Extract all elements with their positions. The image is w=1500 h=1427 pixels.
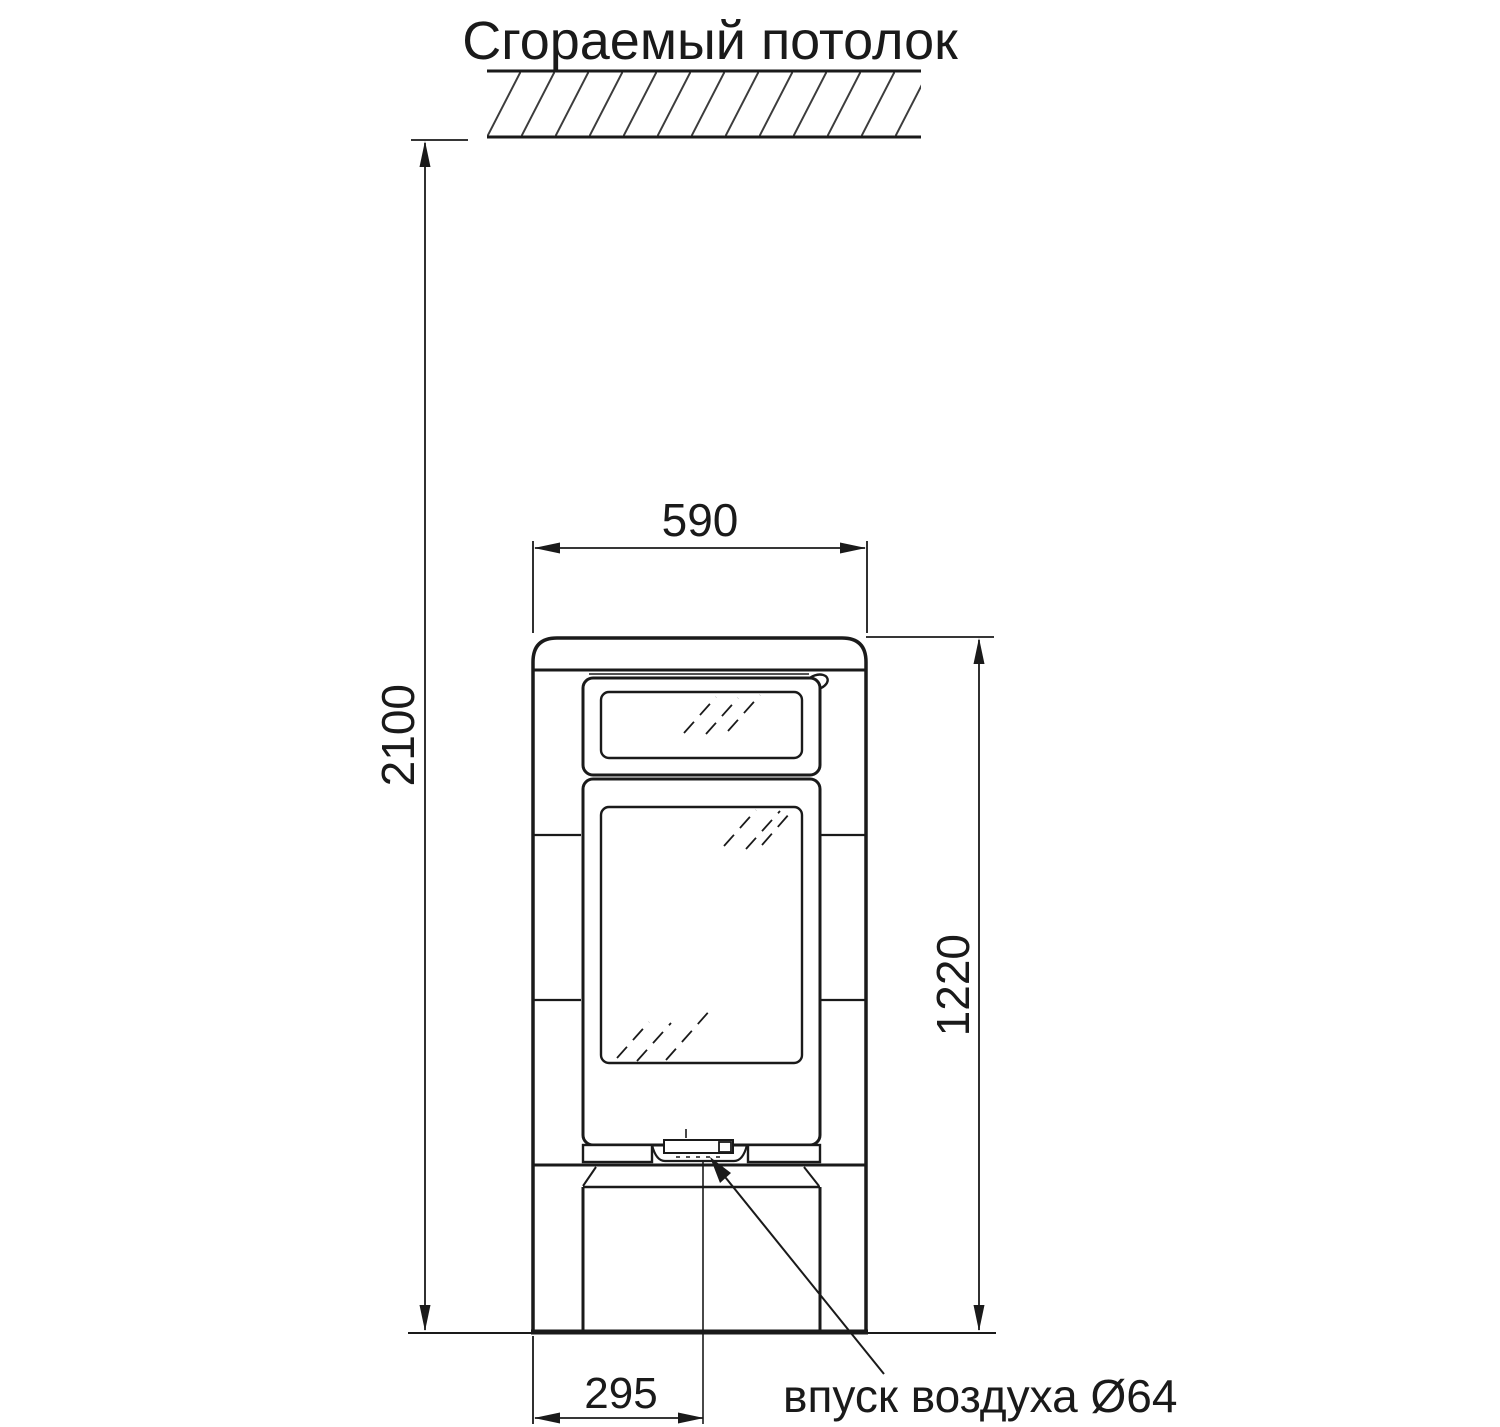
air-inlet-leader [710,1157,884,1374]
base-chamfer-left [583,1167,596,1186]
dim-590-arrow-left-icon [534,543,560,554]
dim-label-body-height: 1220 [926,933,979,1037]
dim-top-width [533,541,867,633]
air-inlet-label: впуск воздуха Ø64 [783,1370,1178,1422]
dim-1220-arrow-up-icon [974,638,985,664]
ceiling-title: Сгораемый потолок [462,11,958,71]
floor-line [408,1332,996,1333]
dim-2100-arrow-up-icon [420,141,431,167]
air-inlet-ledge-left [583,1145,652,1162]
leader-line [713,1162,884,1374]
dim-590-arrow-right-icon [840,543,866,554]
ceiling-hatch-band [487,71,921,137]
dim-1220-arrow-down-icon [974,1305,985,1331]
dim-label-total-height: 2100 [371,683,424,787]
upper-door [583,678,820,775]
air-inlet-ledge-right [748,1145,820,1162]
ceiling-hatch-fill [487,72,921,136]
dim-label-top-width: 590 [661,494,739,546]
base-chamfer-right [804,1167,819,1186]
dim-label-inlet-offset: 295 [584,1369,658,1418]
dim-2100-arrow-down-icon [420,1305,431,1331]
lower-door [583,779,820,1145]
lower-door-glass [601,807,802,1063]
upper-door-glass [601,692,802,758]
